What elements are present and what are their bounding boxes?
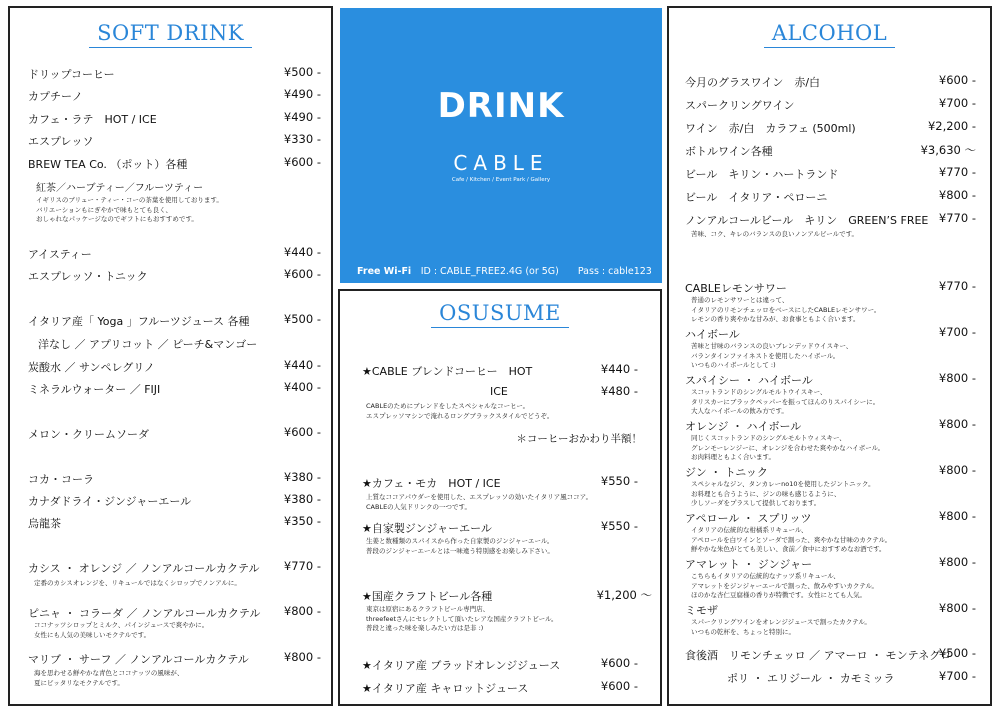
soft-drink-panel — [8, 6, 333, 706]
menu-item-description: スパークリングワインをオレンジジュースで割ったカクテル。 いつもの乾杯を、ちょっと特別に。 — [691, 618, 871, 636]
drink-cover-block — [340, 8, 662, 283]
menu-item-name: ★イタリア産 キャロットジュース — [362, 682, 529, 695]
menu-item-price: ¥770 - — [283, 559, 321, 573]
menu-item-price: ¥380 - — [283, 492, 321, 506]
menu-item-name: ★イタリア産 ブラッドオレンジジュース — [362, 659, 561, 672]
menu-item-name: ワイン 赤/白 カラフェ (500ml) — [685, 122, 856, 135]
menu-item-name: ミモザ — [685, 604, 718, 617]
menu-item-price: ¥600 - — [938, 73, 976, 87]
menu-item-price: ¥800 - — [938, 371, 976, 385]
menu-item-name: ボトルワイン各種 — [685, 145, 773, 158]
menu-item-price: ¥600 - — [600, 656, 638, 670]
menu-item-description: 生姜と数種類のスパイスから作った自家製のジンジャーエール。 普段のジンジャーエールとは一味違う特別感をお楽しみ下さい。 — [366, 537, 554, 555]
menu-item-price: ¥600 - — [283, 155, 321, 169]
menu-item-name: エスプレッソ・トニック — [28, 270, 148, 283]
menu-item-name: ピニャ ・ コラーダ ／ ノンアルコールカクテル — [28, 607, 261, 620]
menu-item-name: カプチーノ — [28, 90, 83, 103]
menu-item-name: アペロール ・ スプリッツ — [685, 512, 812, 525]
menu-item-price: ¥770 - — [938, 279, 976, 293]
menu-item-description: こちらもイタリアの伝統的なナッツ系リキュール、 アマレットをジンジャーエールで割った、飲みやすいカクテル。 ほのかな杏仁豆腐様の香りが特徴です。女性にとても人気。 — [691, 572, 879, 599]
menu-item-name: 烏龍茶 — [28, 517, 61, 530]
menu-item-name: アイスティー — [28, 248, 92, 261]
menu-item-price: ¥770 - — [938, 211, 976, 225]
menu-item-variants: 紅茶／ハーブティー／フルーツティー — [36, 183, 204, 194]
menu-item-price: ¥600 - — [600, 679, 638, 693]
menu-item-name: カフェ・ラテ HOT / ICE — [28, 113, 157, 126]
menu-item-name: コカ・コーラ — [28, 473, 94, 486]
menu-item-name: 食後酒 リモンチェッロ ／ アマーロ ・ モンテネグロ — [685, 649, 952, 662]
menu-item-description: 苦味、コク、キレのバランスの良いノンアルビールです。 — [691, 230, 859, 238]
menu-item-name: ビール キリン・ハートランド — [685, 168, 839, 181]
menu-item-name: ★CABLE ブレンドコーヒー HOT — [362, 365, 533, 378]
menu-item-name: スパークリングワイン — [685, 99, 795, 112]
refill-note: ＊コーヒーおかわり半額！ — [516, 433, 642, 445]
menu-item-price: ¥380 - — [283, 470, 321, 484]
menu-item-name: ICE — [490, 385, 508, 398]
soft-drink-title: SOFT DRINK — [10, 21, 331, 48]
menu-item-name: ★自家製ジンジャーエール — [362, 522, 492, 535]
menu-item-description: ココナッツシロップとミルク、パインジュースで爽やかに。 女性にも人気の美味しいモクテルです。 — [34, 621, 209, 639]
wifi-info — [357, 263, 652, 277]
menu-item-price: ¥490 - — [283, 110, 321, 124]
osusume-panel — [338, 289, 662, 706]
menu-item-name: 炭酸水 ／ サンペレグリノ — [28, 361, 155, 374]
menu-item-price: ¥800 - — [938, 463, 976, 477]
menu-item-name: メロン・クリームソーダ — [28, 428, 149, 441]
menu-item-description: 苦味と甘味のバランスの良いブレンデッドウイスキー、 バランタインファイネストを使用したハイボール。 いつものハイボールとして :) — [691, 342, 853, 369]
menu-item-name: ハイボール — [685, 328, 740, 341]
menu-item-description: 海を思わせる鮮やかな青色とココナッツの風味が、 夏にピッタリなモクテルです。 — [34, 669, 184, 687]
menu-item-price: ¥500 - — [283, 312, 321, 326]
menu-item-price: ¥550 - — [600, 519, 638, 533]
menu-item-price: ¥350 - — [283, 514, 321, 528]
menu-item-price: ¥800 - — [938, 601, 976, 615]
menu-item-price: ¥600 - — [283, 425, 321, 439]
menu-item-name: ミネラルウォーター ／ FIJI — [28, 383, 161, 396]
menu-item-description: 上質なココアパウダーを使用した、エスプレッソの効いたイタリア風ココア。 CABLEの人気ドリンクの一つです。 — [366, 493, 593, 511]
menu-item-name: BREW TEA Co. （ポット）各種 — [28, 158, 188, 171]
menu-item-description: スペシャルなジン、タンカレーno10を使用したジントニック。 お料理とも合うように、ジンの味も感じるように、 少しソーダをプラスして提供しております。 — [691, 480, 875, 507]
menu-item-price: ¥500 - — [938, 646, 976, 660]
menu-item-name: ドリップコーヒー — [28, 68, 115, 81]
menu-item-description: スコットランドのシングルモルトウイスキー、 タリスカーにブラックペッパーを振ってほんのりスパイシーに。 大人なハイボールの飲み方です。 — [691, 388, 880, 415]
menu-item-name: マリブ ・ サーフ ／ ノンアルコールカクテル — [28, 653, 249, 666]
menu-item-price: ¥440 - — [283, 245, 321, 259]
menu-item-price: ¥800 - — [938, 555, 976, 569]
menu-item-description: イタリアの伝統的な柑橘系リキュール、 アペロールを白ワインとソーダで割った、爽やかな甘味のカクテル。 鮮やかな朱色がとても美しい、食前／食中におすすめなお酒です。 — [691, 526, 892, 553]
menu-item-price: ¥550 - — [600, 474, 638, 488]
menu-item-description: CABLEのためにブレンドをしたスペシャルなコーヒー。 エスプレッソマシンで淹れるロングブラックスタイルでどうぞ。 — [366, 402, 554, 420]
menu-item-name: エスプレッソ — [28, 135, 94, 148]
menu-item-price: ¥440 - — [283, 358, 321, 372]
alcohol-panel — [667, 6, 992, 706]
menu-item-price: ¥440 - — [600, 362, 638, 376]
menu-item-description: イギリスのブリュー・ティー・コーの茶葉を使用しております。 バリエーションもにぎやかで味もとても良く、 おしゃれなパッケージなのでギフトにもおすすめです。 — [36, 196, 223, 223]
menu-item-price: ¥800 - — [938, 188, 976, 202]
menu-item-description: 普通のレモンサワーとは違って、 イタリアのリモンチェッロをベースにしたCABLEレモンサワー。 レモンの香り爽やかな甘みが、お食事ともよく合います。 — [691, 296, 881, 323]
wifi-label: Free Wi-Fi — [357, 266, 412, 277]
menu-item-price: ¥800 - — [283, 650, 321, 664]
menu-item-name: イタリア産「 Yoga 」フルーツジュース 各種 — [28, 315, 250, 328]
menu-item-name: CABLEレモンサワー — [685, 282, 787, 295]
menu-item-name: カシス ・ オレンジ ／ ノンアルコールカクテル — [28, 562, 260, 575]
menu-item-price: ¥600 - — [283, 267, 321, 281]
menu-item-price: ¥1,200 ～ — [596, 588, 652, 602]
menu-item-name: ★国産クラフトビール各種 — [362, 590, 493, 603]
menu-item-name: ビール イタリア・ペローニ — [685, 191, 828, 204]
menu-item-price: ¥400 - — [283, 380, 321, 394]
menu-item-price: ¥700 - — [938, 669, 976, 683]
menu-item-price: ¥490 - — [283, 87, 321, 101]
menu-item-name: ★カフェ・モカ HOT / ICE — [362, 477, 501, 490]
menu-item-name: ポリ ・ エリジール ・ カモミッラ — [727, 672, 895, 685]
menu-item-price: ¥500 - — [283, 65, 321, 79]
cable-tagline: Cafe / Kitchen / Event Park / Gallery — [451, 177, 551, 183]
alcohol-title: ALCOHOL — [669, 21, 990, 48]
menu-item-name: ノンアルコールビール キリン GREEN’S FREE — [685, 214, 929, 227]
menu-item-name: スパイシー ・ ハイボール — [685, 374, 813, 387]
menu-item-price: ¥3,630 ～ — [920, 143, 976, 157]
menu-item-name: オレンジ ・ ハイボール — [685, 420, 802, 433]
menu-item-description: 同じくスコットランドのシングルモルトウィスキー、 グレンモーレンジーに、オレンジを合わせた爽やかなハイボール。 お肉料理ともよく合います。 — [691, 434, 885, 461]
menu-item-variants: 洋なし ／ アプリコット ／ ピーチ&マンゴー — [38, 338, 258, 351]
menu-item-price: ¥800 - — [938, 509, 976, 523]
menu-item-name: アマレット ・ ジンジャー — [685, 558, 813, 571]
menu-item-price: ¥480 - — [600, 384, 638, 398]
menu-item-name: カナダドライ・ジンジャーエール — [28, 495, 192, 508]
menu-item-price: ¥770 - — [938, 165, 976, 179]
menu-item-name: ジン ・ トニック — [685, 466, 768, 479]
menu-item-price: ¥800 - — [283, 604, 321, 618]
menu-item-description: 定番のカシスオレンジを、リキュールではなくシロップでノンアルに。 — [34, 579, 241, 587]
cable-logo: CABLE — [453, 151, 549, 175]
menu-item-price: ¥700 - — [938, 325, 976, 339]
menu-item-price: ¥800 - — [938, 417, 976, 431]
menu-item-price: ¥2,200 - — [927, 119, 976, 133]
menu-item-price: ¥330 - — [283, 132, 321, 146]
osusume-title: OSUSUME — [340, 301, 660, 328]
menu-item-price: ¥700 - — [938, 96, 976, 110]
menu-item-name: 今月のグラスワイン 赤/白 — [685, 76, 821, 89]
wifi-credentials: ID : CABLE_FREE2.4G (or 5G) Pass : cable123 — [420, 266, 652, 277]
drink-title: DRINK — [437, 86, 565, 126]
menu-item-description: 東京は原宿にあるクラフトビール専門店、 threefeetさんにセレクトして頂いたレアな国産クラフトビール。 普段と違った味を楽しみたい方は是非 :) — [366, 605, 558, 632]
